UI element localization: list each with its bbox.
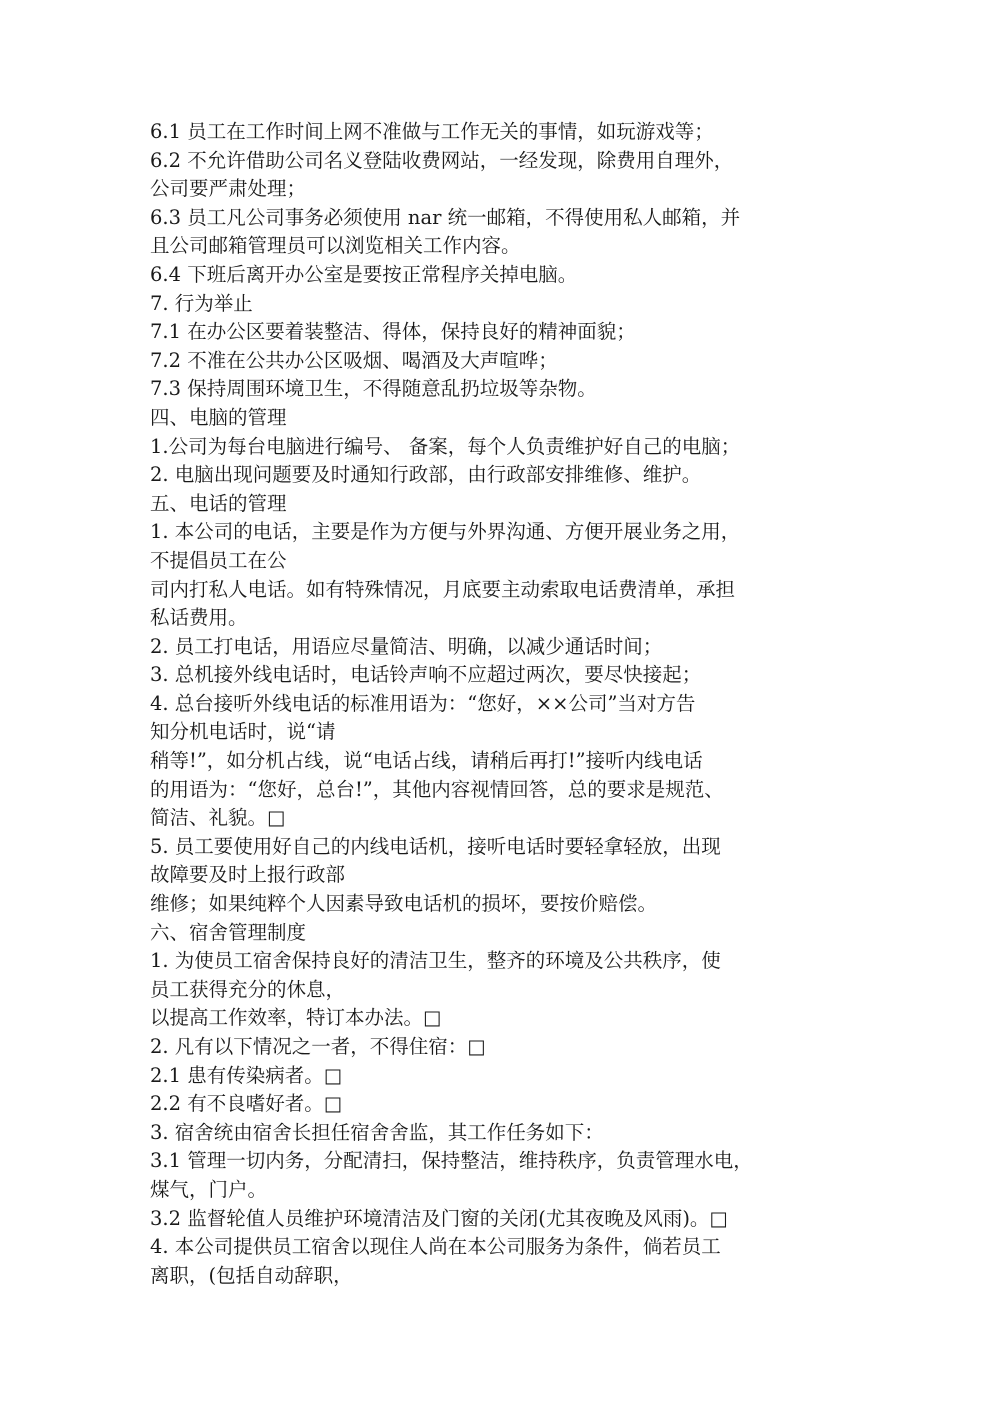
text-line: 3. 宿舍统由宿舍长担任宿舍舍监，其工作任务如下：: [150, 1120, 604, 1144]
text-line: 稍等!”，如分机占线，说“电话占线，请稍后再打!”接听内线电话: [150, 749, 703, 773]
text-line: 7.3 保持周围环境卫生，不得随意乱扔垃圾等杂物。: [150, 377, 597, 401]
section-heading: 7. 行为举止: [150, 291, 253, 315]
text-line: 7.2 不准在公共办公区吸烟、喝酒及大声喧哗；: [150, 348, 558, 372]
text-line: 离职，(包括自动辞职，: [150, 1263, 353, 1287]
section-heading: 五、电话的管理: [150, 491, 287, 515]
text-line: 简洁、礼貌。□: [150, 806, 286, 830]
text-line: 3.2 监督轮值人员维护环境清洁及门窗的关闭(尤其夜晚及风雨)。□: [150, 1206, 728, 1230]
text-line: 3. 总机接外线电话时，电话铃声响不应超过两次，要尽快接起；: [150, 663, 702, 687]
text-line: 维修；如果纯粹个人因素导致电话机的损坏，要按价赔偿。: [150, 892, 658, 916]
text-line: 司内打私人电话。如有特殊情况，月底要主动索取电话费清单，承担: [150, 577, 736, 601]
text-line: 的用语为：“您好，总台!”，其他内容视情回答，总的要求是规范、: [150, 777, 724, 801]
text-line: 故障要及时上报行政部: [150, 863, 346, 887]
section-heading: 六、宿舍管理制度: [150, 920, 307, 944]
text-line: 4. 本公司提供员工宿舍以现住人尚在本公司服务为条件，倘若员工: [150, 1235, 721, 1259]
text-line: 4. 总台接听外线电话的标准用语为：“您好，××公司”当对方告: [150, 691, 696, 715]
text-line: 2.1 患有传染病者。□: [150, 1063, 343, 1087]
text-line: 6.1 员工在工作时间上网不准做与工作无关的事情，如玩游戏等；: [150, 120, 714, 143]
text-line: 煤气，门户。: [150, 1177, 268, 1201]
text-line: 以提高工作效率，特订本办法。□: [150, 1006, 442, 1030]
text-line: 1. 本公司的电话，主要是作为方便与外界沟通、方便开展业务之用，: [150, 520, 741, 544]
text-line: 2. 电脑出现问题要及时通知行政部，由行政部安排维修、维护。: [150, 463, 702, 487]
document-body: [150, 118, 850, 1290]
text-line: 员工获得充分的休息，: [150, 977, 346, 1001]
text-line: 知分机电话时，说“请: [150, 720, 336, 744]
text-line: 私话费用。: [150, 606, 248, 630]
text-line: 6.3 员工凡公司事务必须使用 nar 统一邮箱，不得使用私人邮箱，并: [150, 205, 741, 229]
text-line: 2.2 有不良嗜好者。□: [150, 1092, 343, 1116]
text-line: 且公司邮箱管理员可以浏览相关工作内容。: [150, 234, 521, 258]
text-line: 3.1 管理一切内务，分配清扫，保持整洁，维持秩序，负责管理水电，: [150, 1149, 753, 1173]
text-line: 2. 凡有以下情况之一者，不得住宿：□: [150, 1035, 486, 1058]
text-line: 公司要严肃处理；: [150, 177, 307, 201]
section-heading: 四、电脑的管理: [150, 405, 287, 429]
text-line: 7.1 在办公区要着装整洁、得体，保持良好的精神面貌；: [150, 320, 636, 344]
text-line: 1.公司为每台电脑进行编号、 备案，每个人负责维护好自己的电脑；: [150, 434, 741, 458]
text-line: 6.4 下班后离开办公室是要按正常程序关掉电脑。: [150, 262, 578, 286]
text-line: 2. 员工打电话，用语应尽量简洁、明确，以减少通话时间；: [150, 634, 663, 658]
text-line: 6.2 不允许借助公司名义登陆收费网站，一经发现，除费用自理外，: [150, 148, 734, 172]
text-line: 1. 为使员工宿舍保持良好的清洁卫生，整齐的环境及公共秩序，使: [150, 949, 721, 973]
text-line: 5. 员工要使用好自己的内线电话机，接听电话时要轻拿轻放，出现: [150, 834, 721, 858]
text-line: 不提倡员工在公: [150, 548, 287, 572]
